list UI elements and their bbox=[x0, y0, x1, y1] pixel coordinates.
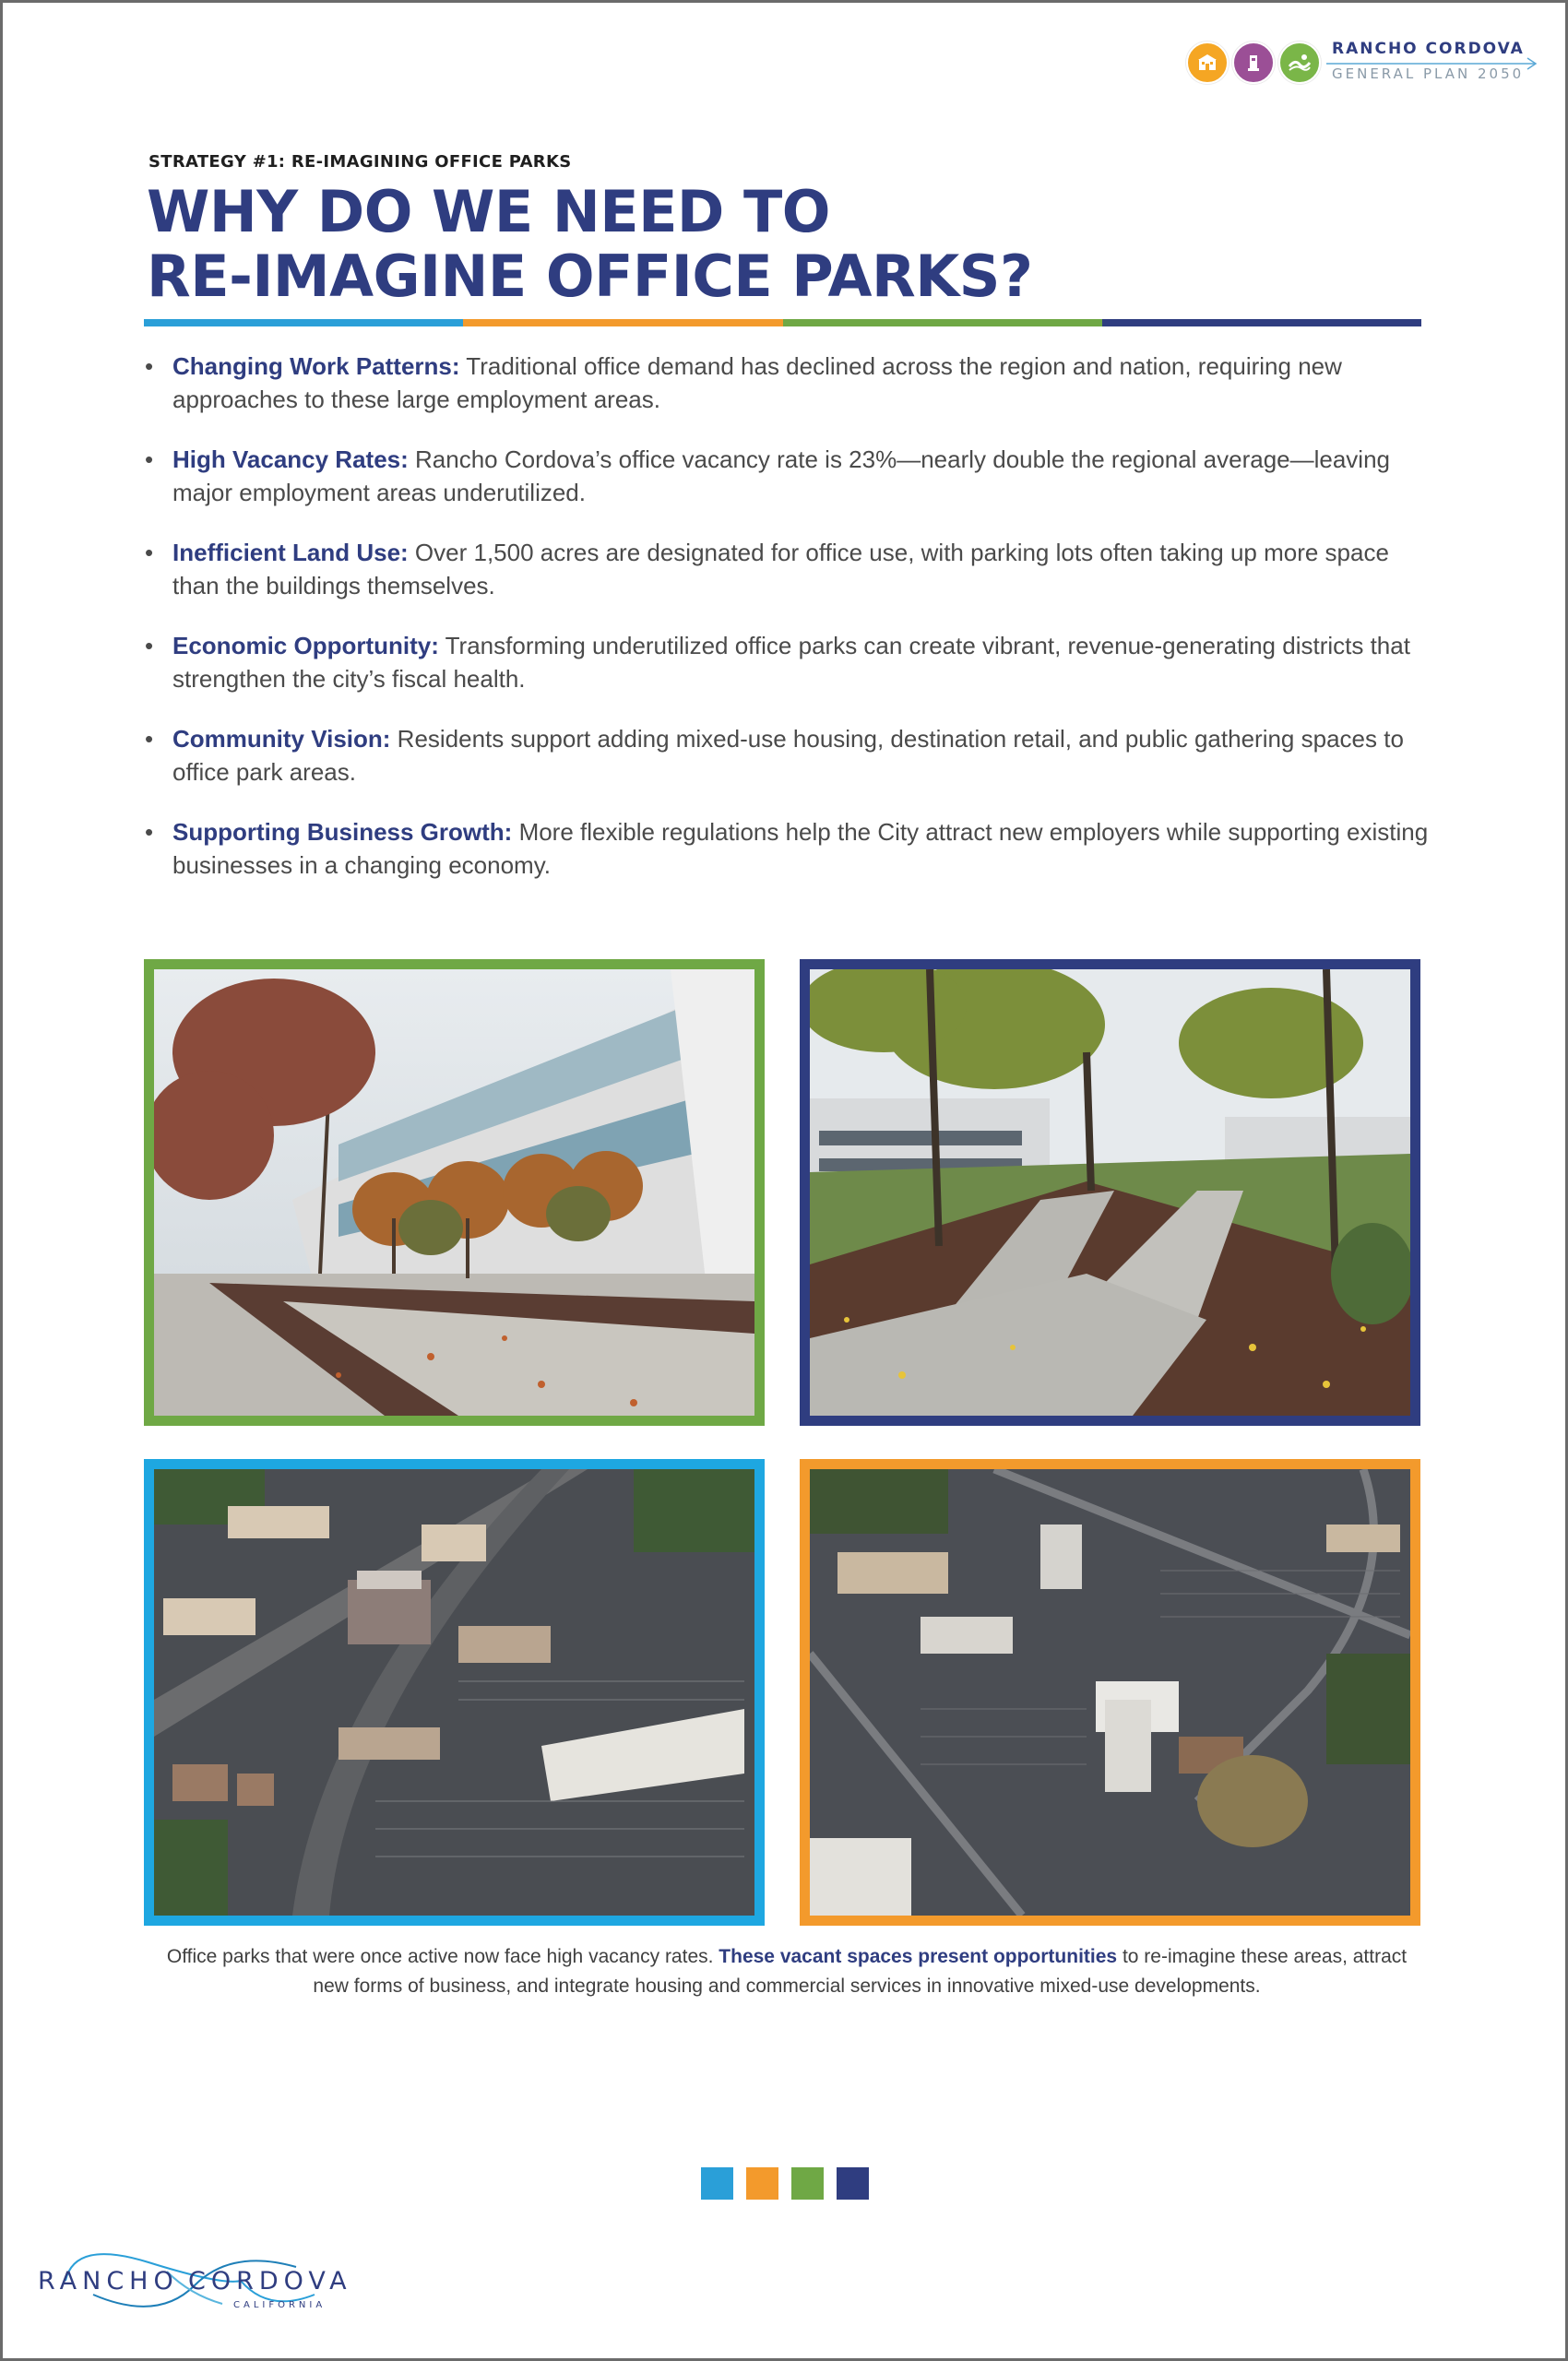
list-item: • Inefficient Land Use: Over 1,500 acres are designated for office use, with parking lots often taking up more space than the buildings themselves. bbox=[145, 539, 1389, 599]
list-item: • Changing Work Patterns: Traditional office demand has declined across the region and nation, requiring new approaches to these large employment areas. bbox=[145, 352, 1342, 413]
photo-office-building-walkway bbox=[144, 959, 765, 1426]
title-rule bbox=[144, 319, 1421, 326]
building-icon bbox=[1186, 42, 1229, 84]
square-green bbox=[791, 2167, 824, 2200]
square-blue bbox=[701, 2167, 733, 2200]
brand-subtitle: GENERAL PLAN 2050 bbox=[1332, 65, 1525, 82]
rule-segment-navy bbox=[1102, 319, 1421, 326]
rule-segment-orange bbox=[463, 319, 782, 326]
photo-campus-walkway bbox=[800, 959, 1420, 1426]
logo-word-left: RANCHO bbox=[38, 2267, 179, 2296]
square-navy bbox=[837, 2167, 869, 2200]
list-item: • Community Vision: Residents support adding mixed-use housing, destination retail, and public gathering spaces to office park areas. bbox=[145, 725, 1404, 786]
list-item: • High Vacancy Rates: Rancho Cordova’s office vacancy rate is 23%—nearly double the regional average—leaving major employment areas underutilized. bbox=[145, 445, 1391, 506]
color-squares bbox=[701, 2167, 869, 2200]
photo-caption: Office parks that were once active now face high vacancy rates. These vacant spaces present opportunities to re-imagine these areas, attract new forms of business, and integrate housing and commercial services in innovative mixed-use developments. bbox=[166, 1946, 1408, 1997]
caption-highlight: These vacant spaces present opportunities bbox=[719, 1946, 1118, 1967]
photo-aerial-office-district bbox=[144, 1459, 765, 1926]
logo-subtitle: CALIFORNIA bbox=[233, 2300, 327, 2310]
rule-segment-green bbox=[783, 319, 1102, 326]
list-item: • Economic Opportunity: Transforming underutilized office parks can create vibrant, revenue-generating districts that strengthen the city’s fiscal health. bbox=[145, 632, 1410, 693]
rule-segment-blue bbox=[144, 319, 463, 326]
title-line-1: WHY DO WE NEED TO bbox=[147, 178, 830, 245]
page-title bbox=[147, 180, 1346, 309]
reasons-list bbox=[139, 350, 1431, 908]
title-line-2: RE-IMAGINE OFFICE PARKS? bbox=[147, 243, 1033, 310]
photo-aerial-parking-lots bbox=[800, 1459, 1420, 1926]
logo-word-right: CORDOVA bbox=[188, 2267, 352, 2296]
tower-icon bbox=[1232, 42, 1275, 84]
landscape-icon bbox=[1278, 42, 1321, 84]
list-item: • Supporting Business Growth: More flexible regulations help the City attract new employers while supporting existing businesses in a changing economy. bbox=[145, 818, 1429, 879]
square-orange bbox=[746, 2167, 778, 2200]
strategy-label: STRATEGY #1: RE-IMAGINING OFFICE PARKS bbox=[148, 152, 572, 172]
brand-name: RANCHO CORDOVA bbox=[1332, 40, 1525, 58]
rancho-cordova-logo bbox=[38, 2230, 351, 2331]
general-plan-logo bbox=[1186, 38, 1541, 89]
